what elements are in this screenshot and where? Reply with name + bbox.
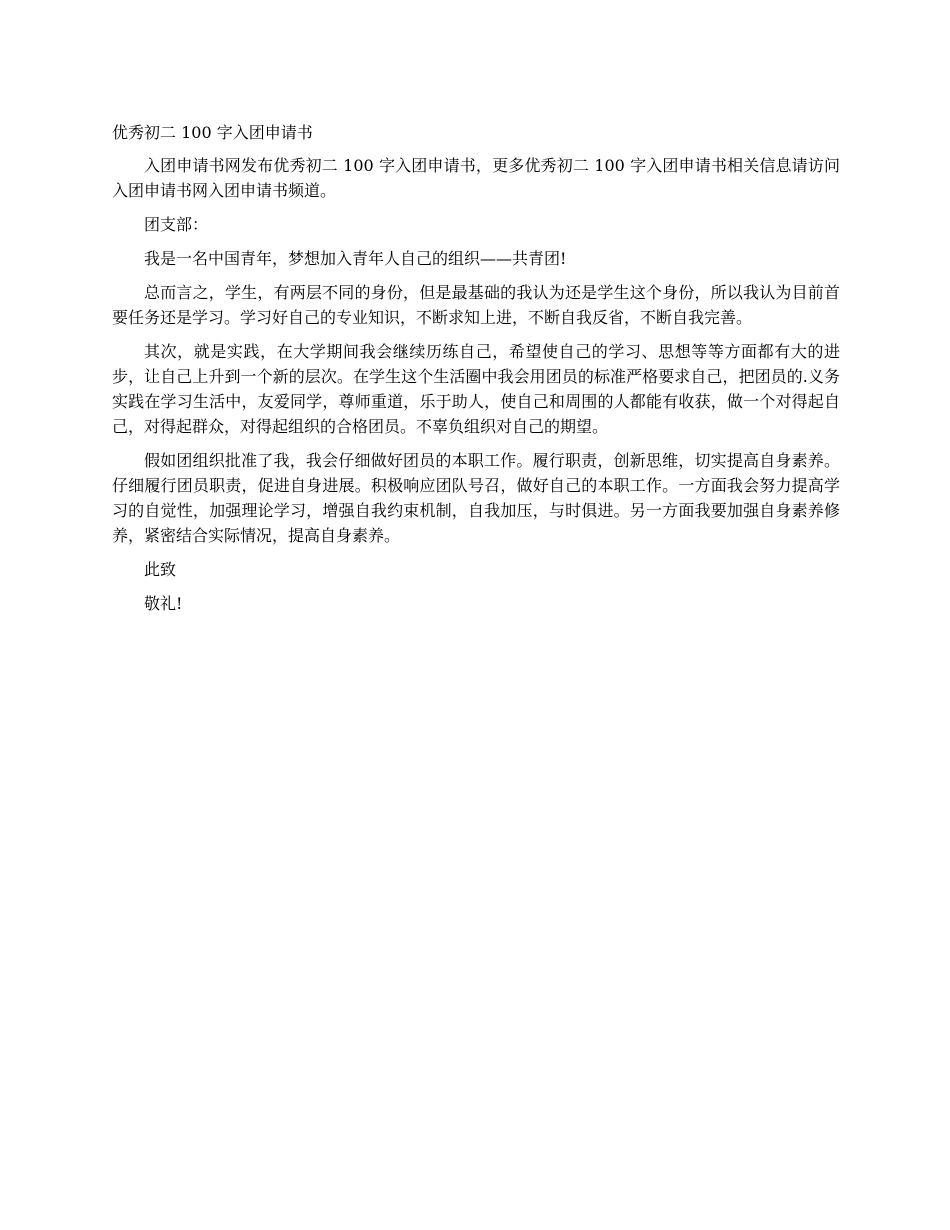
- closing-phrase: 此致: [144, 560, 177, 579]
- document-page: [112, 120, 840, 625]
- closing-regards: 敬礼!: [144, 594, 183, 613]
- opening-statement: 我是一名中国青年，梦想加入青年人自己的组织——共青团!: [144, 249, 567, 268]
- body-paragraph-study: 总而言之，学生，有两层不同的身份，但是最基础的我认为还是学生这个身份，所以我认为目前首要任务还是学习。学习好自己的专业知识，不断求知上进，不断自我反省，不断自我完善。: [112, 283, 840, 327]
- body-paragraph-practice: 其次，就是实践，在大学期间我会继续历练自己，希望使自己的学习、思想等等方面都有大的进步，让自己上升到一个新的层次。在学生这个生活圈中我会用团员的标准严格要求自己，把团员的.义务实践在学习生活中，友爱同学，尊师重道，乐于助人，使自己和周围的人都能有收获，做一个对得起自己，对得起群众，对得起组织的合格团员。不辜负组织对自己的期望。: [112, 342, 840, 436]
- body-paragraph-commitment: 假如团组织批准了我，我会仔细做好团员的本职工作。履行职责，创新思维，切实提高自身素养。仔细履行团员职责，促进自身进展。积极响应团队号召，做好自己的本职工作。一方面我会努力提高学习的自觉性，加强理论学习，增强自我约束机制，自我加压，与时俱进。另一方面我要加强自身素养修养，紧密结合实际情况，提高自身素养。: [112, 451, 840, 545]
- salutation: 团支部：: [144, 215, 209, 234]
- intro-paragraph: 入团申请书网发布优秀初二 100 字入团申请书，更多优秀初二 100 字入团申请书相关信息请访问入团申请书网入团申请书频道。: [112, 156, 840, 200]
- document-title: 优秀初二 100 字入团申请书: [112, 123, 313, 142]
